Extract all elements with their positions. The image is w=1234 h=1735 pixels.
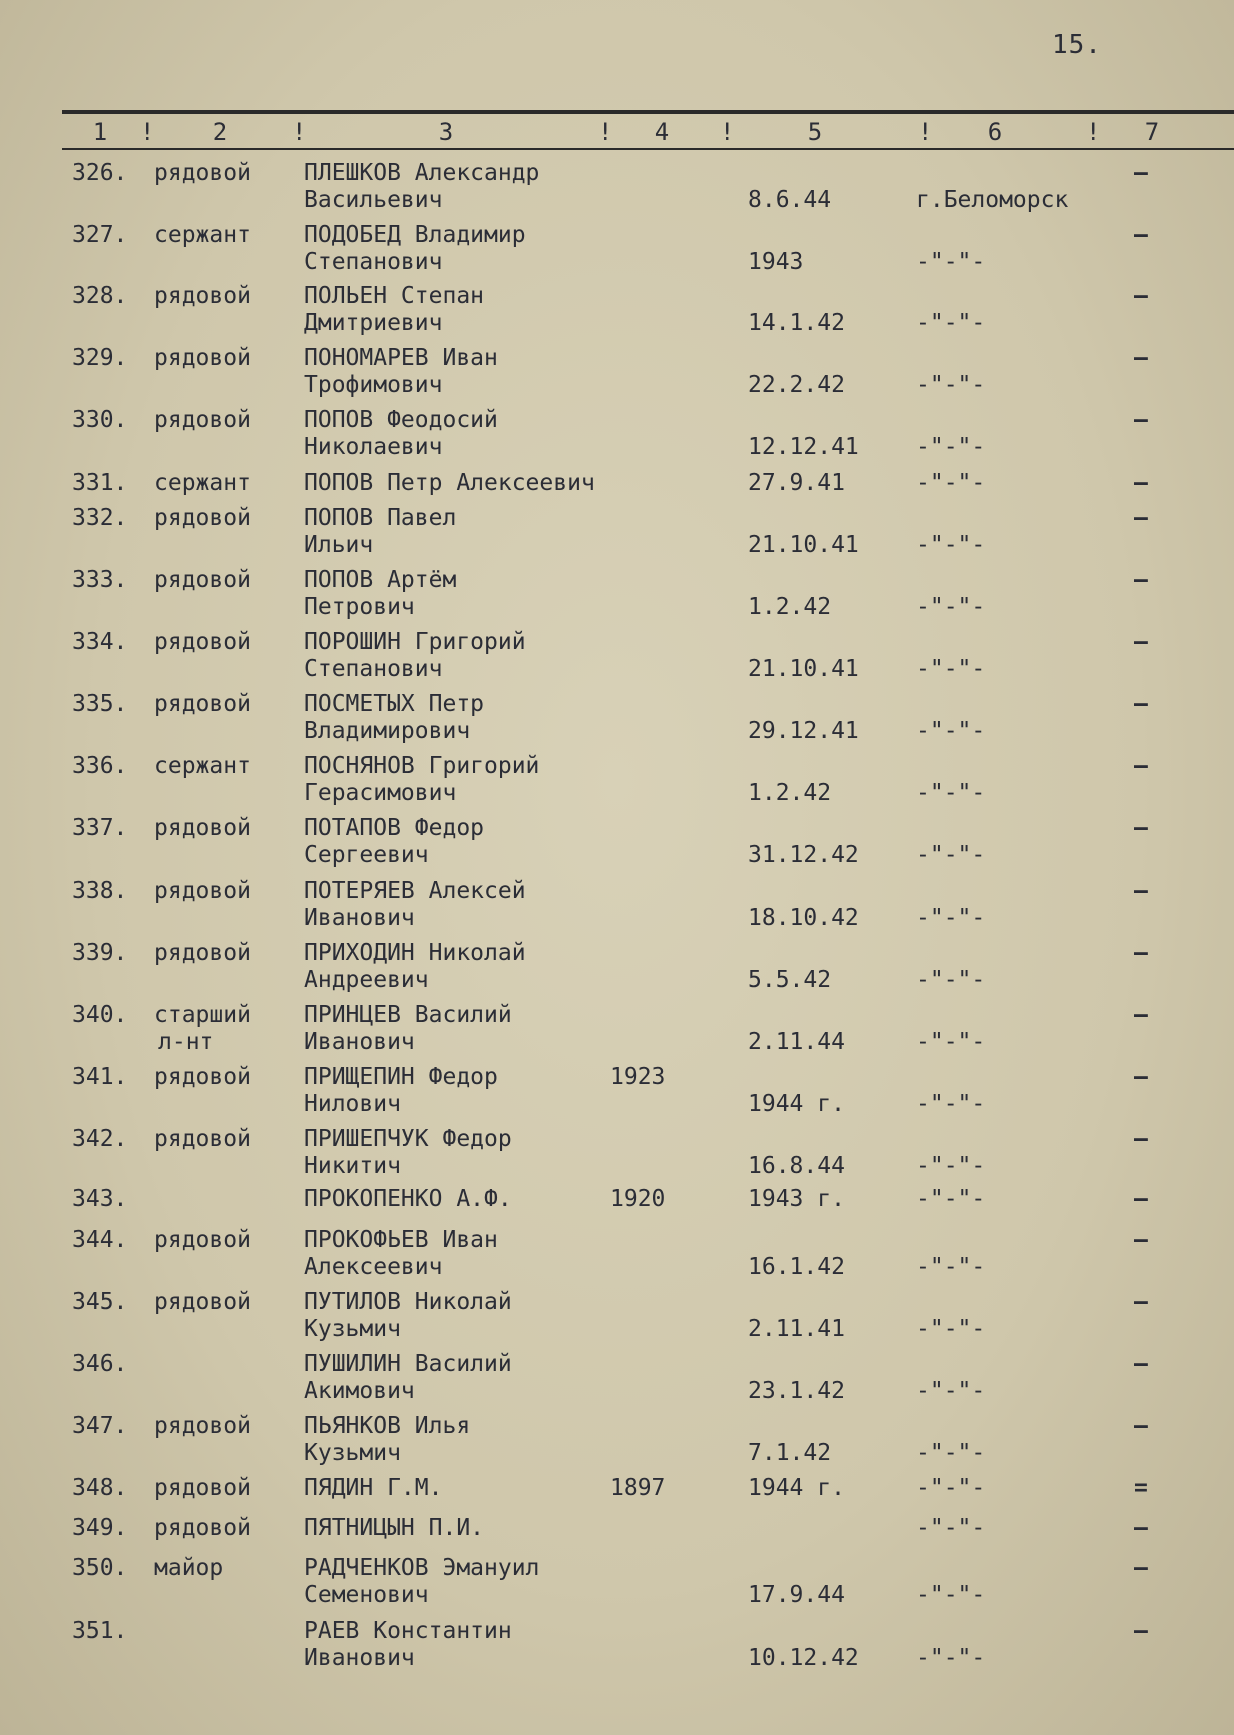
place-of-burial: -"-"- xyxy=(916,470,986,496)
date-of-death: 21.10.41 xyxy=(748,656,859,682)
date-of-death: 8.6.44 xyxy=(748,187,832,213)
surname-and-name: ПОСМЕТЫХ Петр xyxy=(304,691,485,717)
date-of-death: 22.2.42 xyxy=(748,372,845,398)
place-of-burial: -"-"- xyxy=(916,1316,986,1342)
surname-and-name: ПОТАПОВ Федор xyxy=(304,815,485,841)
note-mark: – xyxy=(1134,470,1148,496)
entry-number: 337. xyxy=(72,815,128,841)
column-header: 5 xyxy=(807,118,823,146)
entry-number: 349. xyxy=(72,1515,128,1541)
header-rule-bottom xyxy=(62,148,1234,150)
entry-number: 348. xyxy=(72,1475,128,1501)
military-rank: рядовой xyxy=(154,1126,251,1152)
patronymic: Степанович xyxy=(304,249,443,275)
place-of-burial: -"-"- xyxy=(916,656,986,682)
date-of-death: 2.11.44 xyxy=(748,1029,845,1055)
birth-year: 1920 xyxy=(610,1186,666,1212)
military-rank: рядовой xyxy=(154,407,251,433)
note-mark: – xyxy=(1134,407,1148,433)
entry-number: 329. xyxy=(72,345,128,371)
surname-and-name: РАЕВ Константин xyxy=(304,1618,512,1644)
date-of-death: 10.12.42 xyxy=(748,1645,859,1671)
note-mark: – xyxy=(1134,753,1148,779)
military-rank-line2: л-нт xyxy=(158,1029,214,1055)
entry-number: 333. xyxy=(72,567,128,593)
place-of-burial: г.Беломорск xyxy=(916,187,1069,213)
patronymic: Семенович xyxy=(304,1582,429,1608)
patronymic: Петрович xyxy=(304,594,415,620)
place-of-burial: -"-"- xyxy=(916,1378,986,1404)
date-of-death: 16.1.42 xyxy=(748,1254,845,1280)
birth-year: 1923 xyxy=(610,1064,666,1090)
note-mark: – xyxy=(1134,940,1148,966)
patronymic: Дмитриевич xyxy=(304,310,443,336)
place-of-burial: -"-"- xyxy=(916,1254,986,1280)
column-separator: ! xyxy=(918,118,933,146)
date-of-death: 27.9.41 xyxy=(748,470,845,496)
note-mark: – xyxy=(1134,567,1148,593)
note-mark: – xyxy=(1134,222,1148,248)
note-mark: – xyxy=(1134,505,1148,531)
entry-number: 336. xyxy=(72,753,128,779)
military-rank: рядовой xyxy=(154,1227,251,1253)
surname-and-name: ПЬЯНКОВ Илья xyxy=(304,1413,471,1439)
entry-number: 335. xyxy=(72,691,128,717)
column-separator: ! xyxy=(720,118,735,146)
note-mark: = xyxy=(1134,1475,1148,1501)
place-of-burial: -"-"- xyxy=(916,1515,986,1541)
place-of-burial: -"-"- xyxy=(916,372,986,398)
place-of-burial: -"-"- xyxy=(916,842,986,868)
patronymic: Сергеевич xyxy=(304,842,429,868)
date-of-death: 1943 xyxy=(748,249,804,275)
entry-number: 328. xyxy=(72,283,128,309)
entry-number: 347. xyxy=(72,1413,128,1439)
place-of-burial: -"-"- xyxy=(916,967,986,993)
date-of-death: 1.2.42 xyxy=(748,594,832,620)
column-header: 3 xyxy=(438,118,454,146)
military-rank: рядовой xyxy=(154,160,251,186)
military-rank: рядовой xyxy=(154,1475,251,1501)
entry-number: 351. xyxy=(72,1618,128,1644)
note-mark: – xyxy=(1134,345,1148,371)
note-mark: – xyxy=(1134,160,1148,186)
note-mark: – xyxy=(1134,1555,1148,1581)
surname-and-name: ПОПОВ Петр Алексеевич xyxy=(304,470,595,496)
surname-and-name: ПОПОВ Павел xyxy=(304,505,457,531)
surname-and-name: ПЯДИН Г.М. xyxy=(304,1475,443,1501)
military-rank: рядовой xyxy=(154,1289,251,1315)
military-rank: сержант xyxy=(154,470,251,496)
date-of-death: 12.12.41 xyxy=(748,434,859,460)
patronymic: Андреевич xyxy=(304,967,429,993)
patronymic: Кузьмич xyxy=(304,1316,401,1342)
note-mark: – xyxy=(1134,1289,1148,1315)
military-rank: рядовой xyxy=(154,567,251,593)
entry-number: 332. xyxy=(72,505,128,531)
surname-and-name: ПОРОШИН Григорий xyxy=(304,629,526,655)
note-mark: – xyxy=(1134,1227,1148,1253)
surname-and-name: ПРИХОДИН Николай xyxy=(304,940,526,966)
entry-number: 343. xyxy=(72,1186,128,1212)
patronymic: Иванович xyxy=(304,905,415,931)
military-rank: рядовой xyxy=(154,505,251,531)
date-of-death: 14.1.42 xyxy=(748,310,845,336)
place-of-burial: -"-"- xyxy=(916,1029,986,1055)
military-rank: сержант xyxy=(154,753,251,779)
column-header: 6 xyxy=(987,118,1003,146)
place-of-burial: -"-"- xyxy=(916,1153,986,1179)
column-header: 2 xyxy=(212,118,228,146)
column-separator: ! xyxy=(598,118,613,146)
note-mark: – xyxy=(1134,629,1148,655)
note-mark: – xyxy=(1134,815,1148,841)
entry-number: 330. xyxy=(72,407,128,433)
entry-number: 344. xyxy=(72,1227,128,1253)
patronymic: Степанович xyxy=(304,656,443,682)
date-of-death: 1943 г. xyxy=(748,1186,845,1212)
column-header: 7 xyxy=(1144,118,1160,146)
note-mark: – xyxy=(1134,691,1148,717)
date-of-death: 7.1.42 xyxy=(748,1440,832,1466)
place-of-burial: -"-"- xyxy=(916,532,986,558)
surname-and-name: ПЯТНИЦЫН П.И. xyxy=(304,1515,485,1541)
entry-number: 331. xyxy=(72,470,128,496)
place-of-burial: -"-"- xyxy=(916,780,986,806)
page-number: 15. xyxy=(1052,30,1102,60)
entry-number: 338. xyxy=(72,878,128,904)
military-rank: рядовой xyxy=(154,1413,251,1439)
patronymic: Трофимович xyxy=(304,372,443,398)
surname-and-name: РАДЧЕНКОВ Эмануил xyxy=(304,1555,540,1581)
date-of-death: 1944 г. xyxy=(748,1091,845,1117)
patronymic: Алексеевич xyxy=(304,1254,443,1280)
place-of-burial: -"-"- xyxy=(916,1645,986,1671)
note-mark: – xyxy=(1134,1351,1148,1377)
place-of-burial: -"-"- xyxy=(916,434,986,460)
surname-and-name: ПУШИЛИН Василий xyxy=(304,1351,512,1377)
patronymic: Иванович xyxy=(304,1029,415,1055)
place-of-burial: -"-"- xyxy=(916,1475,986,1501)
place-of-burial: -"-"- xyxy=(916,905,986,931)
column-header: 4 xyxy=(654,118,670,146)
entry-number: 345. xyxy=(72,1289,128,1315)
military-rank: рядовой xyxy=(154,345,251,371)
header-rule-top xyxy=(62,110,1234,114)
patronymic: Нилович xyxy=(304,1091,401,1117)
date-of-death: 1.2.42 xyxy=(748,780,832,806)
entry-number: 350. xyxy=(72,1555,128,1581)
entry-number: 327. xyxy=(72,222,128,248)
surname-and-name: ПУТИЛОВ Николай xyxy=(304,1289,512,1315)
entry-number: 339. xyxy=(72,940,128,966)
date-of-death: 21.10.41 xyxy=(748,532,859,558)
column-separator: ! xyxy=(140,118,155,146)
military-rank: старший xyxy=(154,1002,251,1028)
surname-and-name: ПРОКОФЬЕВ Иван xyxy=(304,1227,498,1253)
place-of-burial: -"-"- xyxy=(916,1186,986,1212)
surname-and-name: ПОНОМАРЕВ Иван xyxy=(304,345,498,371)
column-separator: ! xyxy=(292,118,307,146)
place-of-burial: -"-"- xyxy=(916,1582,986,1608)
surname-and-name: ПОСНЯНОВ Григорий xyxy=(304,753,540,779)
note-mark: – xyxy=(1134,1618,1148,1644)
place-of-burial: -"-"- xyxy=(916,1440,986,1466)
column-separator: ! xyxy=(1086,118,1101,146)
place-of-burial: -"-"- xyxy=(916,1091,986,1117)
military-rank: рядовой xyxy=(154,1064,251,1090)
note-mark: – xyxy=(1134,1002,1148,1028)
date-of-death: 17.9.44 xyxy=(748,1582,845,1608)
entry-number: 334. xyxy=(72,629,128,655)
date-of-death: 1944 г. xyxy=(748,1475,845,1501)
date-of-death: 5.5.42 xyxy=(748,967,832,993)
military-rank: майор xyxy=(154,1555,224,1581)
surname-and-name: ПОЛЬЕН Степан xyxy=(304,283,485,309)
place-of-burial: -"-"- xyxy=(916,310,986,336)
date-of-death: 31.12.42 xyxy=(748,842,859,868)
place-of-burial: -"-"- xyxy=(916,594,986,620)
surname-and-name: ПОПОВ Артём xyxy=(304,567,457,593)
patronymic: Акимович xyxy=(304,1378,415,1404)
military-rank: рядовой xyxy=(154,1515,251,1541)
patronymic: Ильич xyxy=(304,532,374,558)
surname-and-name: ПОДОБЕД Владимир xyxy=(304,222,526,248)
military-rank: сержант xyxy=(154,222,251,248)
note-mark: – xyxy=(1134,283,1148,309)
surname-and-name: ПОПОВ Феодосий xyxy=(304,407,498,433)
patronymic: Никитич xyxy=(304,1153,401,1179)
surname-and-name: ПРОКОПЕНКО А.Ф. xyxy=(304,1186,512,1212)
patronymic: Николаевич xyxy=(304,434,443,460)
entry-number: 342. xyxy=(72,1126,128,1152)
entry-number: 346. xyxy=(72,1351,128,1377)
military-rank: рядовой xyxy=(154,940,251,966)
note-mark: – xyxy=(1134,878,1148,904)
military-rank: рядовой xyxy=(154,878,251,904)
military-rank: рядовой xyxy=(154,629,251,655)
place-of-burial: -"-"- xyxy=(916,249,986,275)
birth-year: 1897 xyxy=(610,1475,666,1501)
entry-number: 326. xyxy=(72,160,128,186)
note-mark: – xyxy=(1134,1126,1148,1152)
surname-and-name: ПРИШЕПЧУК Федор xyxy=(304,1126,512,1152)
military-rank: рядовой xyxy=(154,691,251,717)
date-of-death: 16.8.44 xyxy=(748,1153,845,1179)
surname-and-name: ПОТЕРЯЕВ Алексей xyxy=(304,878,526,904)
note-mark: – xyxy=(1134,1413,1148,1439)
date-of-death: 29.12.41 xyxy=(748,718,859,744)
military-rank: рядовой xyxy=(154,283,251,309)
patronymic: Герасимович xyxy=(304,780,457,806)
place-of-burial: -"-"- xyxy=(916,718,986,744)
military-rank: рядовой xyxy=(154,815,251,841)
surname-and-name: ПРИНЦЕВ Василий xyxy=(304,1002,512,1028)
date-of-death: 2.11.41 xyxy=(748,1316,845,1342)
patronymic: Кузьмич xyxy=(304,1440,401,1466)
patronymic: Васильевич xyxy=(304,187,443,213)
patronymic: Владимирович xyxy=(304,718,471,744)
note-mark: – xyxy=(1134,1064,1148,1090)
column-header: 1 xyxy=(92,118,108,146)
date-of-death: 18.10.42 xyxy=(748,905,859,931)
entry-number: 341. xyxy=(72,1064,128,1090)
surname-and-name: ПРИЩЕПИН Федор xyxy=(304,1064,498,1090)
patronymic: Иванович xyxy=(304,1645,415,1671)
surname-and-name: ПЛЕШКОВ Александр xyxy=(304,160,540,186)
date-of-death: 23.1.42 xyxy=(748,1378,845,1404)
note-mark: – xyxy=(1134,1515,1148,1541)
entry-number: 340. xyxy=(72,1002,128,1028)
note-mark: – xyxy=(1134,1186,1148,1212)
